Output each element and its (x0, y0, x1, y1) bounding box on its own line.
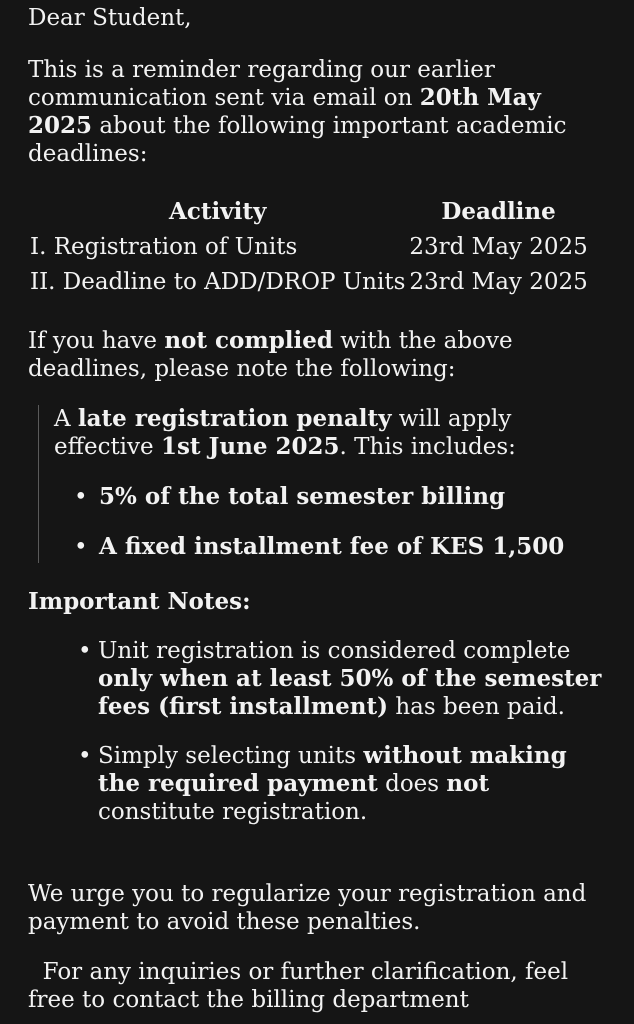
list-item (54, 533, 614, 561)
intro-paragraph (28, 56, 588, 168)
intro-lead: This is a reminder regarding our earlier communication sent via email on (28, 57, 495, 111)
penalty-item-text: A fixed installment fee of KES 1,500 (99, 533, 565, 560)
list-item (54, 483, 614, 511)
penalty-bold: late registration penalty (77, 405, 392, 432)
penalty-mid: will apply effective (54, 406, 512, 460)
penalty-paragraph (54, 405, 614, 461)
penalty-lead: A (54, 406, 78, 432)
penalty-tail: . This includes: (339, 434, 516, 460)
notes-heading: Important Notes: (28, 588, 251, 615)
notes-list (28, 637, 608, 847)
greeting: Dear Student, (28, 5, 192, 31)
list-item (28, 742, 608, 826)
urge-paragraph: We urge you to regularize your registration and payment to avoid these penalties. (28, 881, 587, 935)
table-row (28, 264, 590, 299)
not-complied-lead: If you have (28, 328, 165, 354)
note1-tail: has been paid. (388, 694, 565, 720)
activity-cell: II. Deadline to ADD/DROP Units (30, 268, 406, 295)
note1-lead: Unit registration is considered complete (98, 638, 571, 664)
intro-tail: about the following important academic deadlines: (28, 113, 567, 167)
activity-cell: I. Registration of Units (30, 233, 298, 260)
deadline-cell: 23rd May 2025 (409, 268, 588, 295)
penalty-item-text: 5% of the total semester billing (99, 483, 506, 510)
note2-lead: Simply selecting units (98, 743, 364, 769)
bullet-icon: • (78, 743, 92, 769)
intro-date: 20th May 2025 (28, 84, 541, 139)
penalty-blockquote (38, 405, 614, 563)
not-complied-paragraph (28, 327, 588, 383)
not-complied-bold: not complied (164, 327, 333, 354)
table-header-row (28, 194, 590, 229)
deadline-cell: 23rd May 2025 (409, 233, 588, 260)
activity-header: Activity (169, 197, 267, 225)
list-item (28, 637, 608, 721)
deadlines-table (28, 194, 590, 299)
note2-tail: constitute registration. (98, 799, 368, 825)
inquiry-paragraph: For any inquiries or further clarification, feel free to contact the billing department (28, 959, 569, 1013)
not-complied-tail: with the above deadlines, please note the following: (28, 328, 513, 382)
bullet-icon: • (74, 484, 88, 510)
penalty-date: 1st June 2025 (160, 433, 340, 460)
bullet-icon: • (74, 534, 88, 560)
deadline-header: Deadline (441, 197, 556, 225)
bullet-icon: • (78, 638, 92, 664)
note2-bold: without making the required payment (98, 742, 567, 797)
note2-mid: does (377, 771, 447, 797)
penalty-list (54, 483, 614, 561)
table-row (28, 229, 590, 264)
note1-bold: only when at least 50% of the semester fees (first installment) (98, 665, 602, 720)
note2-bold2: not (446, 770, 490, 797)
